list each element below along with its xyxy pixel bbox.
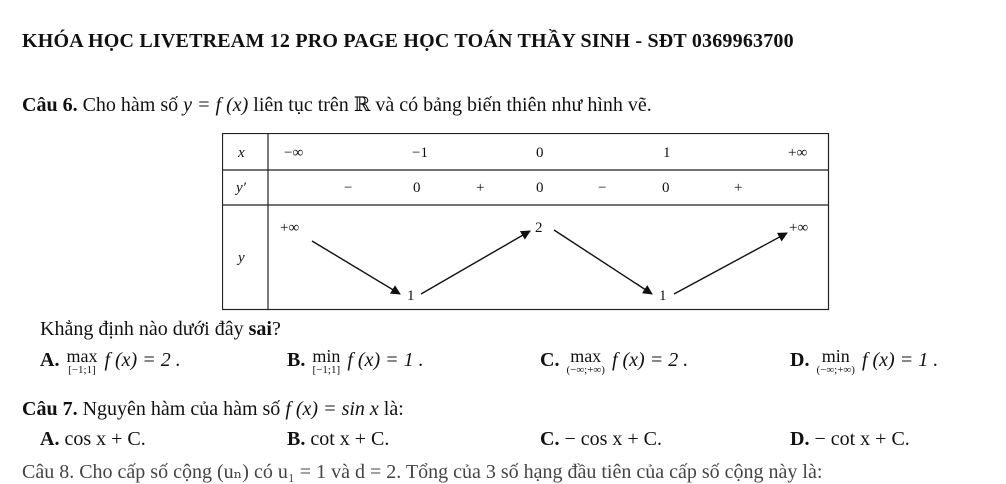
limit-op: min: [312, 346, 341, 366]
answer-expression: f (x) = 1 .: [861, 349, 939, 372]
arrow-decreasing-1: [312, 241, 400, 294]
y-value-right-top: +∞: [789, 220, 809, 236]
variation-table-grid: [222, 133, 836, 311]
x-value: 0: [536, 145, 544, 161]
question-end: ?: [271, 318, 281, 340]
question-bold: sai: [248, 318, 272, 340]
limit-op: max: [570, 346, 602, 366]
y-value-min-right: 1: [659, 288, 667, 304]
yprime-sign: −: [598, 180, 607, 196]
limit-operator: [312, 347, 340, 376]
question-7: [22, 398, 404, 421]
answer-option-a[interactable]: [40, 347, 181, 376]
limit-domain: [−1;1]: [312, 364, 341, 376]
limit-op: min: [821, 346, 850, 366]
limit-domain: (−∞;+∞): [566, 364, 605, 376]
answer-label: C.: [540, 428, 560, 450]
answer-label: D.: [790, 428, 810, 450]
answer-label: D.: [790, 349, 810, 372]
limit-domain: (−∞;+∞): [816, 364, 855, 376]
y-value-max-mid: 2: [535, 220, 543, 236]
question-8-partial: Câu 8. Cho cấp số cộng (uₙ) có u₁ = 1 và d = 2. Tổng của 3 số hạng đầu tiên của cấp số cộng này là:: [22, 461, 823, 483]
answer-label: B.: [287, 349, 306, 372]
x-value: +∞: [788, 145, 808, 161]
limit-op: max: [66, 346, 98, 366]
arrow-increasing-1: [421, 231, 530, 294]
limit-domain: [−1;1]: [68, 364, 96, 376]
question-text: Khẳng định nào dưới đây: [40, 318, 244, 340]
answer-label: B.: [287, 428, 306, 450]
row-label-y: y: [238, 250, 245, 266]
answer-expression: f (x) = 2 .: [104, 349, 181, 372]
x-value: −∞: [284, 145, 304, 161]
answer-option-d[interactable]: [790, 347, 938, 376]
page-header: KHÓA HỌC LIVETREAM 12 PRO PAGE HỌC TOÁN THẦY SINH - SĐT 0369963700: [22, 30, 794, 52]
yprime-sign: 0: [536, 180, 544, 196]
row-label-yprime: y′: [236, 180, 246, 196]
answer-option-b[interactable]: [287, 347, 424, 376]
answer-expression: cot x + C.: [310, 428, 390, 450]
answer-expression: − cot x + C.: [814, 428, 910, 450]
q7-answer-c[interactable]: [540, 428, 662, 451]
answer-label: A.: [40, 428, 60, 450]
limit-operator: [66, 347, 97, 376]
answer-expression: f (x) = 1 .: [347, 349, 424, 372]
q6-func: y = f (x): [183, 94, 249, 116]
answer-expression: cos x + C.: [64, 428, 146, 450]
limit-operator: [566, 347, 604, 376]
q7-answer-b[interactable]: [287, 428, 389, 451]
table-border: [223, 134, 829, 310]
question-6: [22, 92, 652, 117]
yprime-sign: +: [476, 180, 485, 196]
answer-expression: f (x) = 2 .: [611, 349, 689, 372]
yprime-sign: 0: [413, 180, 421, 196]
question-prompt: [40, 318, 281, 341]
q6-text-b: liên tục trên ℝ và có bảng biến thiên như hình vẽ.: [253, 94, 652, 116]
yprime-sign: +: [734, 180, 743, 196]
limit-operator: [816, 347, 854, 376]
arrow-increasing-2: [674, 233, 787, 294]
q6-text-a: Cho hàm số: [82, 94, 179, 116]
y-value-min-left: 1: [407, 288, 415, 304]
q6-label: Câu 6.: [22, 94, 78, 116]
yprime-sign: −: [344, 180, 353, 196]
q7-func: f (x) = sin x: [285, 398, 379, 420]
answer-label: A.: [40, 349, 60, 372]
q7-text: Nguyên hàm của hàm số: [82, 398, 281, 420]
x-value: −1: [412, 145, 428, 161]
q7-answer-d[interactable]: [790, 428, 910, 451]
answer-label: C.: [540, 349, 560, 372]
yprime-sign: 0: [662, 180, 670, 196]
q7-answer-a[interactable]: [40, 428, 146, 451]
row-label-x: x: [238, 145, 245, 161]
answer-option-c[interactable]: [540, 347, 688, 376]
answer-expression: − cos x + C.: [564, 428, 663, 450]
q7-label: Câu 7.: [22, 398, 78, 420]
variation-table: [222, 133, 836, 311]
y-value-left-top: +∞: [280, 220, 300, 236]
x-value: 1: [663, 145, 671, 161]
arrow-decreasing-2: [554, 230, 652, 294]
q7-end: là:: [383, 398, 404, 420]
